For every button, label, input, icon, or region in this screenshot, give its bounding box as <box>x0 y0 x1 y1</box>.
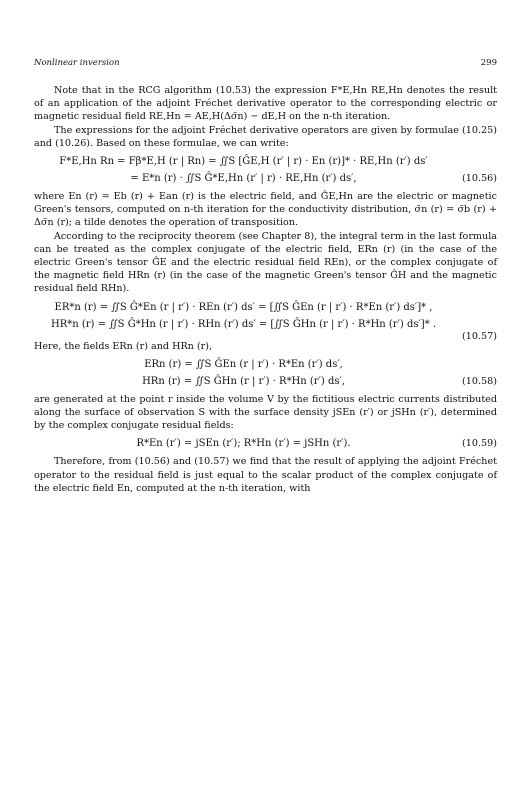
paragraph-2: The expressions for the adjoint Fréchet derivative operators are given by formulae (10.25) and (10.26). Based on these formulae, we can write: <box>34 124 497 149</box>
page-header <box>34 58 497 68</box>
paragraph-4: According to the reciprocity theorem (see Chapter 8), the integral term in the last formula can be treated as the complex conjugate of the electric field, ERn (r) (in the case of the electric Green's tensor ĜE and the electric residual field REn), or the complex conjugate of the magnetic field HRn (r) (in the case of the magnetic Green's tensor ĜH and the magnetic residual field RHn). <box>34 230 497 295</box>
equation-10-56-line-2: = E*n (r) · ∬S Ĝ̃*E,Hn (r′ | r) · RE,Hn (r′) ds′, (10.56) <box>130 173 497 185</box>
equation-number-10-56: (10.56) <box>462 173 497 185</box>
equation-number-10-58: (10.58) <box>462 375 497 387</box>
equation-10-57-line-1: ER*n (r) = ∬S Ĝ*En (r | r′) · REn (r′) ds′ = [∬S ĜEn (r | r′) · R*En (r′) ds′]* , <box>54 301 433 313</box>
equation-10-56-line-1: F*E,Hn Rn = Fβ*E,H (r | Rn) = ∬S [ĜE,H (r′ | r) · En (r)]* · RE,Hn (r′) ds′ <box>59 156 428 168</box>
paragraph-3: where En (r) = Eb (r) + Ean (r) is the electric field, and ĜE,Hn are the electric or magnetic Green's tensors, computed on n-th iteration for the conductivity distribution, σ̃n (r) = σ̃b (r) + Δσ̃n (r); a tilde denotes the operation of transposition. <box>34 191 497 229</box>
equation-10-58-line-2: HRn (r) = ∬S ĜHn (r | r′) · R*Hn (r′) ds′, (10.58) <box>142 375 497 387</box>
paragraph-6: are generated at the point r inside the volume V by the fictitious electric currents distributed along the surface of observation S with the surface density jSEn (r′) or jSHn (r′), determined by the complex conjugate residual fields: <box>34 393 497 432</box>
equation-number-10-57: (10.57) <box>462 330 497 342</box>
paragraph-5: Here, the fields ERn (r) and HRn (r), <box>34 340 213 352</box>
paragraph-1: Note that in the RCG algorithm (10.53) the expression F*E,Hn RE,Hn denotes the result of an application of the adjoint Fréchet derivative operator to the corresponding electric or magnetic residual field RE,Hn = AE,H(Δσ̃n) − dE,H on the n-th iteration. <box>34 85 497 123</box>
page-number: 299 <box>480 58 497 68</box>
paragraph-7: Therefore, from (10.56) and (10.57) we find that the result of applying the adjoint Fréchet operator to the residual field is just equal to the scalar product of the complex conjugate of the electric field En, computed at the n-th iteration, with <box>34 456 497 494</box>
running-title: Nonlinear inversion <box>34 58 120 68</box>
equation-number-10-59: (10.59) <box>462 438 497 450</box>
equation-10-59: R*En (r′) = jSEn (r′); R*Hn (r′) = jSHn (r′). (10.59) <box>136 438 497 450</box>
equation-10-58-line-1: ERn (r) = ∬S ĜEn (r | r′) · R*En (r′) ds′, <box>144 358 343 370</box>
equation-10-57-line-2: HR*n (r) = ∬S Ĝ*Hn (r | r′) · RHn (r′) ds′ = [∬S ĜHn (r | r′) · R*Hn (r′) ds′]* . (10.57) <box>50 318 497 342</box>
